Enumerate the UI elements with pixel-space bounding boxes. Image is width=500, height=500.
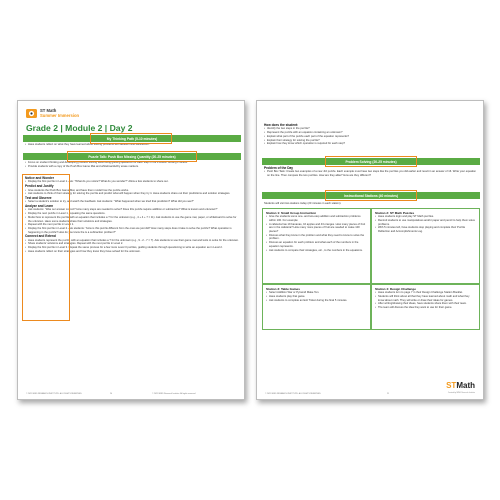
section-item: • Model how to represent the puzzle with an equation that includes a ? for the unknown (e.g., 4 + 4 + 7 = 11). Ask students to use the game mat, paper, or whiteboard to solve for the unknown. Have some students share their solutions and strategies.: [25, 216, 239, 223]
intro-item: • Explain what part of the puzzle each part of the equation represents?: [264, 135, 478, 139]
logo-line1: ST Math: [40, 108, 57, 113]
section-heading: Analyze and Learn: [25, 204, 54, 209]
footer-rights: © 2021 MIND Research Institute. All rights reserved.: [152, 393, 196, 395]
brand-math: Math: [456, 381, 475, 390]
station-item: • Ask students to compare their strategies, etc., to the numbers in the equations.: [266, 249, 367, 253]
section-item: • Display the next puzzle in Level 1, repeating the same questions.: [25, 212, 239, 216]
section-item: • Display the first puzzle in Level 2. Ask students: "How is this puzzle different from the ones we just did? How many steps does it take to solve the puzzle? What operation is happening in the puzzle? How do you know the is a subtraction problem?": [25, 227, 239, 234]
station-1-cell: [262, 208, 371, 284]
section-heading: Connect and Extend: [25, 234, 56, 239]
puzzle-talk-highlight: [67, 151, 197, 162]
station-heading: Station 1: Small Group Instruction: [266, 211, 317, 215]
station-heading: Station 2: ST Math Puzzles: [375, 211, 415, 215]
stations-highlight: [325, 190, 417, 201]
station-4-cell: [371, 284, 480, 330]
stations-header: Instructional Stations (40 minutes): [262, 192, 480, 199]
thinking-path-highlight: [90, 133, 172, 144]
station-item: • Have students turn to page 7 in their Design Challenge Station Booklet.: [375, 291, 476, 295]
footer-copyright: © 2021 MIND RESEARCH INSTITUTE. ALL RIGHTS RESERVED.: [265, 393, 322, 395]
section-heading: Predict and Justify: [25, 184, 54, 189]
station-item: • Students will think about all that they have learned about math and what they know about math. They will write or draw their ideas for games.: [375, 295, 476, 302]
puzzle-talk-item: • Focus on student thinking and developing problem solving skills using guiding questions for each step in the Problem Solving Process.: [25, 161, 239, 165]
section-item: • Ask students: "Was our answer correct? How many steps are needed to solve? Does this puzzle require addition or subtraction? What is known and unknown?": [25, 208, 239, 212]
intro-block: [264, 123, 478, 146]
page-number: 21: [387, 393, 390, 395]
section-item: • Select a student's solution to try, and watch the feedback. Ask students: "What happened when we tried that prediction? What did you see?": [25, 200, 239, 204]
left-page: [17, 100, 245, 400]
section-item: • Display the first puzzle in Level 3. Repeat the same process for a few more Level 3 puzzles, guiding students through questioning to write an equation as in Level 2.: [25, 246, 239, 250]
station-item: • Discuss what they know in the problem and what they need to know to solve the problem.: [266, 234, 367, 241]
section-heading: Test and Observe: [25, 195, 52, 200]
brand-st: ST: [446, 381, 457, 390]
thinking-path-item: • Have students reflect on what they have learned about solving problems with addition and subtraction.: [25, 143, 239, 147]
intro-heading: How does the student:: [264, 123, 299, 127]
puzzle-talk-body: [25, 161, 239, 168]
station-item: • Select Addition War or Pyramid Make Ten.: [266, 291, 367, 295]
station-item: • The team will discuss the idea they want to use for their game.: [375, 306, 476, 310]
section-item: • Have students represent the puzzle with an equation that includes a ? for the unknown (e.g., 9 - 2 - 7 = ?). Ask students to use their game mat and tools to solve for the unknown.: [25, 239, 239, 243]
problem-of-day-item: • Push Box Task: Create two examples of a new JiJi puzzle. Each example must have two steps like the puzzles you did earlier and result in an answer of 16. Write your equation on the line. Then compare the two puzzles. How are they alike? How are they different?: [264, 170, 478, 177]
intro-item: • Represent the puzzle with an equation containing an unknown?: [264, 131, 478, 135]
problem-solving-highlight: [325, 156, 417, 167]
logo-line2: Summer Immersion: [40, 113, 80, 118]
puzzle-talk-header: Puzzle Talk: Push Box Missing Quantity (20-25 minutes): [23, 153, 241, 160]
brand-tagline: Created by MIND Research Institute: [447, 392, 475, 394]
process-steps-highlight: [22, 174, 70, 321]
st-math-penguin-icon: [26, 109, 37, 118]
problem-of-day-heading: Problem of the Day: [264, 166, 294, 170]
station-item: • After writing/drawing their ideas, have students share them with their team.: [375, 302, 476, 306]
intro-item: • Explain their strategy for solving the puzzle?: [264, 139, 478, 143]
section-item: • Give students the Push Box Game Mat, and have them model how the puzzle works.: [25, 189, 239, 193]
station-item: • Give the students some one- and two-step addition and subtraction problems within 100. For example:: [266, 215, 367, 222]
intro-item: • Explain how they know which operation is required for each step?: [264, 142, 478, 146]
station-heading: Station 4: Design Challenge: [375, 287, 416, 291]
section-item: • Have students reflect on their strategies and how they know they have solved for the unknown.: [25, 250, 239, 254]
stations-intro: Students will visit two stations today (20 minutes in each station).: [264, 202, 342, 205]
station-item: • Have students login and play ST Math puzzles.: [375, 215, 476, 219]
st-math-brand: [446, 375, 475, 394]
section-item: • Display the first puzzle in Level 1. Ask: "What do you notice? What do you wonder?" Allow a few students to share out.: [25, 180, 239, 184]
station-item: • A cafeteria has 19 bananas, 16 apples and 43 oranges. How many pieces of fruit are in the cafeteria? How many more pieces of fruit are needed to make 100 pieces?: [266, 223, 367, 234]
intro-item: • Identify the two steps in the puzzle?: [264, 127, 478, 131]
thinking-path-header: My Thinking Path (5-10 minutes): [23, 135, 241, 142]
footer-copyright: © 2021 MIND RESEARCH INSTITUTE. ALL RIGHTS RESERVED.: [26, 393, 83, 395]
station-item: • Have students play that game.: [266, 295, 367, 299]
problem-solving-body: [264, 166, 478, 178]
station-item: • Discuss an equation for each problem and what each of the numbers in the equation represents.: [266, 241, 367, 248]
station-3-cell: [262, 284, 371, 330]
section-item: • Ask students to think of their strategy for solving the puzzle and predict what will happen when they try it. Have students share out their predictions and solution strategies.: [25, 192, 239, 196]
station-2-cell: [371, 208, 480, 284]
right-page: [256, 100, 484, 400]
station-item: • Ask students to complete an Exit Ticket during the final 5 minutes.: [266, 299, 367, 303]
puzzle-talk-item: • Provide students with a copy of the Push Box Game Mat and whiteboards/dry erase markers.: [25, 165, 239, 169]
station-item: • Remind students to use manipulatives and/or paper and pencil to help them solve problems.: [375, 219, 476, 226]
stations-grid: [262, 208, 480, 330]
station-heading: Station 3: Table Games: [266, 287, 300, 291]
section-item: • Share students' solutions and strategies. Repeat with the next puzzle in Level 2.: [25, 242, 239, 246]
page-title: Grade 2 | Module 2 | Day 2: [26, 123, 133, 133]
problem-solving-header: Problem Solving (20-25 minutes): [262, 158, 480, 165]
station-item: • With 5 minutes left, have students stop playing and complete their Puzzle Reflection and Accomplishments Log.: [375, 226, 476, 233]
section-heading: Notice and Wonder: [25, 176, 54, 180]
page-number: 20: [110, 393, 113, 395]
section-item: • Repeat with the next puzzle in Level 1.: [25, 223, 239, 227]
